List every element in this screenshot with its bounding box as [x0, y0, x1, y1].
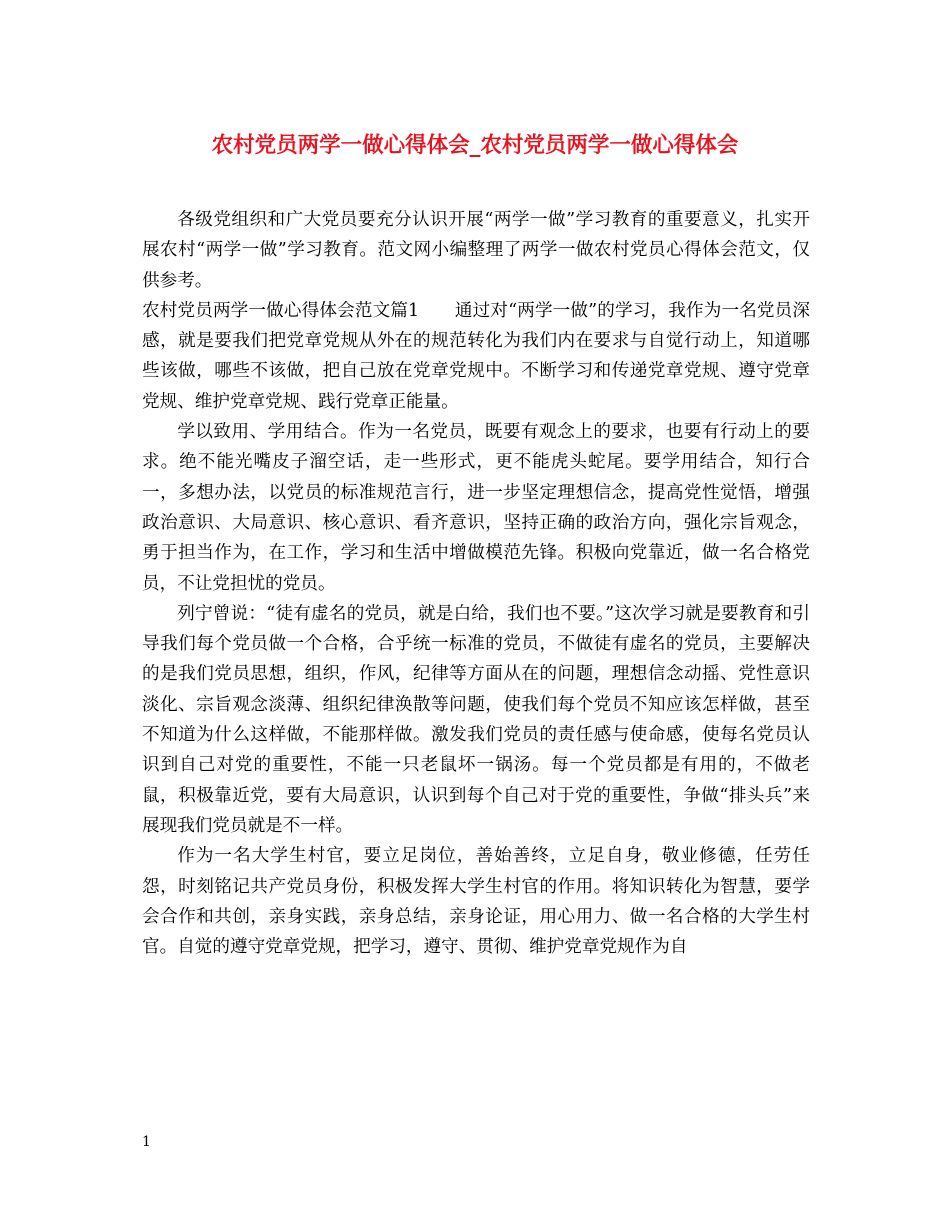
document-body: [142, 205, 810, 962]
document-title: 农村党员两学一做心得体会_农村党员两学一做心得体会: [211, 133, 739, 158]
paragraph-article-1: 农村党员两学一做心得体会范文篇1 通过对“两学一做”的学习，我作为一名党员深感，就是要我们把党章党规从外在的规范转化为我们内在要求与自觉行动上，知道哪些该做，哪些不该做，把自己放在党章党规中。不断学习和传递党章党规、遵守党章党规、维护党章党规、践行党章正能量。: [142, 300, 810, 412]
paragraph-study-application: 学以致用、学用结合。作为一名党员，既要有观念上的要求，也要有行动上的要求。绝不能光嘴皮子溜空话，走一些形式，更不能虎头蛇尾。要学用结合，知行合一，多想办法，以党员的标准规范言行，进一步坚定理想信念，提高党性觉悟，增强政治意识、大局意识、核心意识、看齐意识，坚持正确的政治方向，强化宗旨观念，勇于担当作为，在工作，学习和生活中增做模范先锋。积极向党靠近，做一名合格党员，不让党担忧的党员。: [142, 422, 810, 594]
page-number: 1: [142, 1134, 151, 1150]
paragraph-lenin-quote: 列宁曾说：“徒有虚名的党员，就是白给，我们也不要。”这次学习就是要教育和引导我们每个党员做一个合格，合乎统一标准的党员，不做徒有虚名的党员，主要解决的是我们党员思想，组织，作风，纪律等方面从在的问题，理想信念动摇、党性意识淡化、宗旨观念淡薄、组织纪律涣散等问题，使我们每个党员不知应该怎样做，甚至不知道为什么这样做，不能那样做。激发我们党员的责任感与使命感，使每名党员认识到自己对党的重要性，不能一只老鼠坏一锅汤。每一个党员都是有用的，不做老鼠，积极靠近党，要有大局意识，认识到每个自己对于党的重要性，争做“排头兵”来展现我们党员就是不一样。: [142, 603, 810, 836]
paragraph-village-official: 作为一名大学生村官，要立足岗位，善始善终，立足自身，敬业修德，任劳任怨，时刻铭记共产党员身份，积极发挥大学生村官的作用。将知识转化为智慧，要学会合作和共创，亲身实践，亲身总结，亲身论证，用心用力、做一名合格的大学生村官。自觉的遵守党章党规，把学习，遵守、贯彻、维护党章党规作为自: [142, 846, 810, 958]
paragraph-intro: 各级党组织和广大党员要充分认识开展“两学一做”学习教育的重要意义，扎实开展农村“两学一做”学习教育。范文网小编整理了两学一做农村党员心得体会范文，仅供参考。: [142, 210, 810, 291]
